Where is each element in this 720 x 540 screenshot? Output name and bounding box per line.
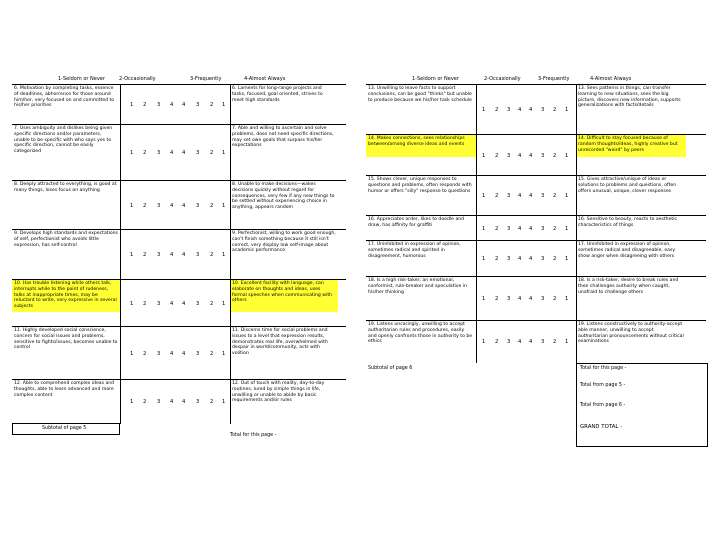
trait-description-right: 16. Sensitive to beauty, reacts to aesthetic characteristics of things bbox=[578, 217, 678, 228]
trait-description-left: 6. Motivation by completing tasks, essence of deadlines, abhorrence for those around him/her, very focused on and committed to his/her priorities bbox=[14, 86, 115, 109]
rating-row bbox=[366, 215, 706, 241]
rating-option[interactable]: 3 bbox=[507, 226, 511, 232]
rating-option[interactable]: 3 bbox=[541, 296, 545, 302]
left-total-label: Total for this page - bbox=[230, 433, 277, 438]
column-divider bbox=[120, 125, 121, 181]
rating-option[interactable]: 4 bbox=[182, 203, 186, 209]
column-divider bbox=[576, 277, 577, 321]
rating-option[interactable]: 2 bbox=[143, 102, 147, 108]
rating-option[interactable]: 4 bbox=[182, 351, 186, 357]
right-subtotal-label: Subtotal of page 6 bbox=[368, 366, 413, 371]
rating-option[interactable]: 2 bbox=[553, 107, 557, 113]
rating-option[interactable]: 1 bbox=[130, 252, 134, 258]
rating-option[interactable]: 2 bbox=[495, 296, 499, 302]
rating-option[interactable]: 2 bbox=[210, 102, 214, 108]
rating-option[interactable]: 2 bbox=[495, 193, 499, 199]
column-divider bbox=[476, 176, 477, 216]
trait-description-left: 12. Able to comprehend complex ideas and thoughts, able to learn advanced and more complex content bbox=[14, 381, 115, 398]
column-divider bbox=[576, 176, 577, 216]
rating-option[interactable]: 3 bbox=[507, 256, 511, 262]
trait-description-right: 8. Unable to make decisions—wakes decisions quickly without regard for consequences, very few if any new things to be settled without experiencing choice in anything, appears random bbox=[232, 182, 335, 211]
rating-option[interactable]: 2 bbox=[553, 296, 557, 302]
rating-option[interactable]: 4 bbox=[529, 256, 533, 262]
trait-description-left: 18. Is a high risk-taker; an emotional, conformist, rule-breaker and speculative in his/her thinking bbox=[368, 278, 467, 295]
rating-option[interactable]: 3 bbox=[541, 193, 545, 199]
rating-option[interactable]: 4 bbox=[182, 399, 186, 405]
rating-option[interactable]: 2 bbox=[143, 399, 147, 405]
rating-row bbox=[12, 124, 346, 181]
rating-option[interactable]: 2 bbox=[210, 351, 214, 357]
rating-option[interactable]: 4 bbox=[518, 193, 522, 199]
rating-option[interactable]: 3 bbox=[507, 339, 511, 345]
header-occasionally: 2-Occasionally bbox=[484, 76, 521, 82]
header-frequently: 3-Frequently bbox=[190, 76, 222, 82]
rating-option[interactable]: 4 bbox=[518, 226, 522, 232]
rating-option[interactable]: 2 bbox=[553, 193, 557, 199]
column-divider bbox=[230, 380, 231, 424]
rating-option[interactable]: 3 bbox=[196, 301, 200, 307]
rating-row bbox=[12, 180, 346, 230]
rating-option[interactable]: 1 bbox=[130, 150, 134, 156]
rating-row bbox=[366, 276, 706, 321]
column-divider bbox=[120, 380, 121, 424]
rating-option[interactable]: 2 bbox=[495, 226, 499, 232]
column-divider bbox=[576, 321, 577, 363]
rating-option[interactable]: 1 bbox=[130, 203, 134, 209]
rating-option[interactable]: 3 bbox=[541, 153, 545, 159]
trait-description-left: 16. Appreciates order, likes to doodle and draw, has affinity for graffiti bbox=[368, 217, 465, 228]
column-divider bbox=[120, 327, 121, 380]
rating-option[interactable]: 3 bbox=[541, 107, 545, 113]
rating-option[interactable]: 3 bbox=[157, 399, 161, 405]
rating-option[interactable]: 1 bbox=[565, 339, 569, 345]
column-divider bbox=[230, 280, 231, 327]
rating-option[interactable]: 4 bbox=[518, 296, 522, 302]
rating-option[interactable]: 1 bbox=[222, 150, 226, 156]
rating-option[interactable]: 2 bbox=[210, 252, 214, 258]
trait-description-right: 18. Is a risk-taker, desire to break rules and then challenges authority when caught, unafraid to challenge others bbox=[578, 278, 679, 295]
rating-row bbox=[12, 229, 346, 280]
rating-option[interactable]: 4 bbox=[170, 102, 174, 108]
rating-option[interactable]: 1 bbox=[565, 107, 569, 113]
rating-option[interactable]: 3 bbox=[196, 399, 200, 405]
rating-option[interactable]: 1 bbox=[130, 351, 134, 357]
rating-option[interactable]: 1 bbox=[222, 399, 226, 405]
rating-option[interactable]: 4 bbox=[170, 203, 174, 209]
column-divider bbox=[120, 280, 121, 327]
trait-description-left: 15. Shows clever, unique responses to questions and problems, often responds with humor or offers "silly" response to questions bbox=[368, 177, 472, 194]
rating-option[interactable]: 1 bbox=[482, 107, 486, 113]
column-divider bbox=[476, 321, 477, 363]
rating-option[interactable]: 1 bbox=[130, 399, 134, 405]
rating-option[interactable]: 1 bbox=[222, 301, 226, 307]
rating-option[interactable]: 1 bbox=[482, 226, 486, 232]
left-subtotal-label: Subtotal of page 5 bbox=[42, 426, 87, 431]
left-subtotal-box bbox=[12, 423, 120, 435]
rating-option[interactable]: 4 bbox=[529, 153, 533, 159]
trait-description-left: 9. Develops high standards and expectations of self, perfectionist who avoids little expression, has self-control bbox=[14, 231, 118, 248]
rating-option[interactable]: 2 bbox=[143, 351, 147, 357]
rating-option[interactable]: 4 bbox=[170, 150, 174, 156]
column-divider bbox=[476, 135, 477, 176]
trait-description-right: 19. Listens constructively to authority-accept able manner, unwilling to accept authoritarian pronouncements without critical examinations bbox=[578, 322, 684, 345]
trait-description-right: 10. Excellent facility with language, can elaborate on thoughts and ideas, uses formal speeches when communicating with others bbox=[230, 280, 338, 312]
rating-option[interactable]: 2 bbox=[143, 301, 147, 307]
trait-description-right: 17. Uninhibited in expression of opinion, sometimes radical and disagreeable, easy show anger when disagreeing with others bbox=[578, 242, 676, 259]
rating-row bbox=[366, 240, 706, 277]
rating-option[interactable]: 2 bbox=[210, 301, 214, 307]
rating-option[interactable]: 1 bbox=[482, 339, 486, 345]
rating-option[interactable]: 3 bbox=[157, 150, 161, 156]
rating-option[interactable]: 1 bbox=[222, 102, 226, 108]
column-divider bbox=[230, 125, 231, 181]
rating-option[interactable]: 1 bbox=[222, 351, 226, 357]
header-seldom: 1-Seldom or Never bbox=[412, 76, 459, 82]
rating-option[interactable]: 4 bbox=[518, 107, 522, 113]
rating-option[interactable]: 1 bbox=[482, 256, 486, 262]
trait-description-left: 8. Deeply attracted to everything, is good at many things, loses focus on anything bbox=[14, 182, 117, 193]
rating-option[interactable]: 4 bbox=[170, 399, 174, 405]
rating-option[interactable]: 1 bbox=[565, 193, 569, 199]
header-seldom: 1-Seldom or Never bbox=[58, 76, 105, 82]
rating-option[interactable]: 2 bbox=[495, 339, 499, 345]
trait-description-right: 6. Laments for long-range projects and tasks, focused, goal oriented, strives to meet high standards bbox=[232, 86, 323, 103]
trait-description-left: 14. Makes connections, sees relationships between/among diverse ideas and events bbox=[366, 135, 476, 157]
rating-option[interactable]: 3 bbox=[541, 339, 545, 345]
rating-option[interactable]: 3 bbox=[196, 102, 200, 108]
trait-description-right: 13. Sees patterns in things, can transfer learning to new situations, sees the big picture, discovers new information, supports generalizations with facts/details bbox=[578, 86, 681, 109]
rating-option[interactable]: 4 bbox=[529, 339, 533, 345]
rating-option[interactable]: 2 bbox=[495, 153, 499, 159]
rating-option[interactable]: 4 bbox=[182, 150, 186, 156]
trait-description-right: 9. Perfectionist, willing to work good enough, can't finish something because it still isn't correct, very display low self-image about academic performance bbox=[232, 231, 336, 254]
rating-option[interactable]: 3 bbox=[157, 252, 161, 258]
header-occasionally: 2-Occasionally bbox=[119, 76, 156, 82]
rating-option[interactable]: 2 bbox=[553, 256, 557, 262]
rating-option[interactable]: 4 bbox=[182, 301, 186, 307]
rating-option[interactable]: 4 bbox=[518, 256, 522, 262]
column-divider bbox=[120, 85, 121, 125]
right-sheet bbox=[366, 76, 712, 446]
rating-option[interactable]: 1 bbox=[565, 153, 569, 159]
column-divider bbox=[576, 135, 577, 176]
column-divider bbox=[476, 241, 477, 277]
column-divider bbox=[576, 85, 577, 135]
rating-option[interactable]: 3 bbox=[507, 153, 511, 159]
rating-option[interactable]: 4 bbox=[518, 153, 522, 159]
rating-option[interactable]: 4 bbox=[529, 296, 533, 302]
column-divider bbox=[476, 216, 477, 241]
rating-row bbox=[366, 134, 706, 176]
rating-option[interactable]: 2 bbox=[143, 203, 147, 209]
rating-option[interactable]: 1 bbox=[565, 226, 569, 232]
total-from-page-6: Total from page 6 - bbox=[580, 403, 626, 408]
rating-option[interactable]: 2 bbox=[495, 256, 499, 262]
trait-description-right: 12. Out of touch with reality, day-to-day routines, lured by simple things in life, unwilling or unable to abide by basic requirements and/or rules bbox=[232, 381, 325, 404]
trait-description-left: 13. Unwilling to leave facts to support conclusions, can be good "thinks" but unable to produce because we his/her task schedule bbox=[368, 86, 472, 103]
rating-row bbox=[12, 326, 346, 380]
rating-option[interactable]: 4 bbox=[529, 193, 533, 199]
trait-description-left: 11. Highly developed social conscience, concern for social issues and problems, sensitive to fights/issues, becomes unable to control bbox=[14, 328, 118, 351]
column-divider bbox=[476, 85, 477, 135]
rating-option[interactable]: 3 bbox=[196, 203, 200, 209]
rating-option[interactable]: 2 bbox=[553, 153, 557, 159]
header-almost-always: 4-Almost Always bbox=[244, 76, 286, 82]
grand-total: GRAND TOTAL - bbox=[580, 424, 623, 430]
column-divider bbox=[230, 181, 231, 230]
rating-option[interactable]: 1 bbox=[222, 252, 226, 258]
rating-option[interactable]: 2 bbox=[143, 252, 147, 258]
trait-description-right: 14. Difficult to stay focused because of random thoughts/ideas, highly creative but unrecorded "weird" by peers bbox=[576, 135, 686, 157]
rating-option[interactable]: 3 bbox=[196, 150, 200, 156]
rating-option[interactable]: 3 bbox=[541, 226, 545, 232]
total-this-page: Total for this page - bbox=[580, 366, 627, 371]
rating-option[interactable]: 3 bbox=[196, 252, 200, 258]
column-divider bbox=[230, 230, 231, 280]
rating-option[interactable]: 4 bbox=[529, 226, 533, 232]
rating-option[interactable]: 4 bbox=[170, 351, 174, 357]
trait-description-right: 7. Able and willing to ascertain and solve problems, does not need specific directions, may set own goals that surpass his/her expectations bbox=[232, 126, 334, 149]
rating-option[interactable]: 2 bbox=[553, 226, 557, 232]
rating-row bbox=[12, 379, 346, 424]
rating-option[interactable]: 4 bbox=[170, 252, 174, 258]
left-sheet bbox=[12, 76, 358, 446]
column-divider bbox=[576, 216, 577, 241]
column-divider bbox=[476, 277, 477, 321]
rating-option[interactable]: 2 bbox=[143, 150, 147, 156]
rating-option[interactable]: 3 bbox=[541, 256, 545, 262]
rating-option[interactable]: 2 bbox=[210, 150, 214, 156]
column-divider bbox=[120, 230, 121, 280]
column-divider bbox=[230, 85, 231, 125]
rating-option[interactable]: 2 bbox=[210, 203, 214, 209]
rating-row bbox=[12, 84, 346, 125]
trait-description-right: 11. Discerns time for social problems and issues to a level that expression results, demonstrates real life, overwhelmed with despair in world/community, acts with volition bbox=[232, 328, 328, 357]
trait-description-left: 17. Uninhibited in expression of opinion, sometimes radical and spirited in disagreement, humorous bbox=[368, 242, 461, 259]
rating-option[interactable]: 3 bbox=[157, 203, 161, 209]
rating-option[interactable]: 4 bbox=[182, 102, 186, 108]
rating-option[interactable]: 3 bbox=[507, 296, 511, 302]
header-frequently: 3-Frequently bbox=[538, 76, 570, 82]
rating-row bbox=[366, 175, 706, 216]
rating-row bbox=[366, 320, 706, 363]
rating-option[interactable]: 3 bbox=[157, 301, 161, 307]
rating-option[interactable]: 1 bbox=[222, 203, 226, 209]
rating-option[interactable]: 3 bbox=[507, 193, 511, 199]
rating-option[interactable]: 3 bbox=[157, 102, 161, 108]
column-divider bbox=[230, 327, 231, 380]
column-divider bbox=[120, 181, 121, 230]
rating-option[interactable]: 4 bbox=[529, 107, 533, 113]
rating-option[interactable]: 1 bbox=[482, 153, 486, 159]
trait-description-left: 19. Listens uncaringly, unwilling to accept authoritarian rules and procedures, easily and openly confronts those in authority to be ethics bbox=[368, 322, 473, 345]
rating-option[interactable]: 4 bbox=[182, 252, 186, 258]
rating-option[interactable]: 1 bbox=[482, 193, 486, 199]
rating-option[interactable]: 3 bbox=[196, 351, 200, 357]
rating-option[interactable]: 2 bbox=[210, 399, 214, 405]
trait-description-left: 10. Has trouble listening while others talk, interrupts while to the point of rudeness, talks at inappropriate times, may be reluctant to write, very expressive in several subjects bbox=[12, 280, 120, 312]
rating-option[interactable]: 1 bbox=[565, 296, 569, 302]
column-divider bbox=[576, 241, 577, 277]
rating-option[interactable]: 1 bbox=[482, 296, 486, 302]
rating-option[interactable]: 4 bbox=[518, 339, 522, 345]
trait-description-left: 7. Uses ambiguity and dislikes being given specific directions and/or parameters, unable to be specific with who says yes to specific direction, cannot be easily categorized bbox=[14, 126, 113, 155]
rating-option[interactable]: 3 bbox=[507, 107, 511, 113]
rating-option[interactable]: 3 bbox=[157, 351, 161, 357]
trait-description-right: 15. Gives attractive/unique of ideas or solutions to problems and questions, often offers unusual, unique, clever responses bbox=[578, 177, 677, 194]
rating-option[interactable]: 4 bbox=[170, 301, 174, 307]
rating-row bbox=[366, 84, 706, 135]
rating-row bbox=[12, 279, 346, 327]
rating-option[interactable]: 2 bbox=[495, 107, 499, 113]
rating-option[interactable]: 1 bbox=[565, 256, 569, 262]
rating-option[interactable]: 1 bbox=[130, 301, 134, 307]
rating-option[interactable]: 1 bbox=[130, 102, 134, 108]
header-almost-always: 4-Almost Always bbox=[590, 76, 632, 82]
total-from-page-5: Total from page 5 - bbox=[580, 383, 626, 388]
rating-option[interactable]: 2 bbox=[553, 339, 557, 345]
